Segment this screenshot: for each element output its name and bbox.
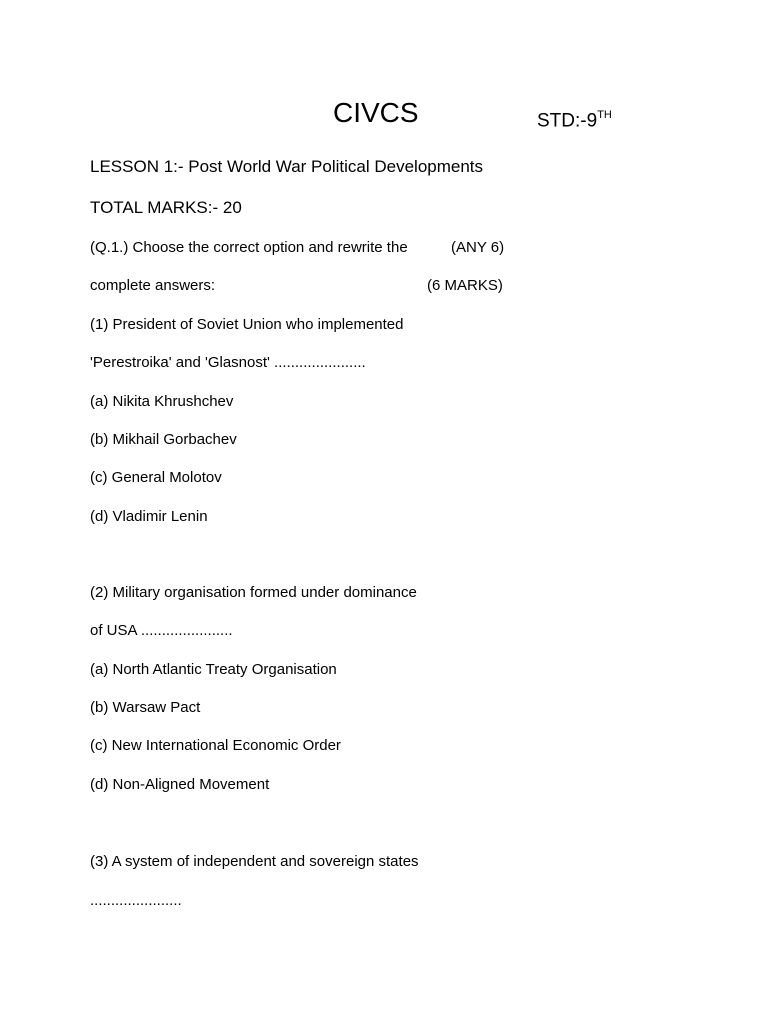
q1-any-count: (ANY 6): [451, 239, 505, 256]
question-1-option-b: (b) Mikhail Gorbachev: [90, 431, 237, 448]
question-2-option-d: (d) Non-Aligned Movement: [90, 776, 270, 793]
q1-instruction-line2: complete answers:: [90, 277, 216, 294]
q1-marks: (6 MARKS): [427, 277, 503, 294]
question-3-line2: ......................: [90, 892, 182, 909]
question-2-line1: (2) Military organisation formed under dominance: [90, 584, 417, 601]
standard-prefix: STD:-9: [537, 110, 598, 132]
question-2-option-b: (b) Warsaw Pact: [90, 699, 201, 716]
question-2-option-c: (c) New International Economic Order: [90, 737, 341, 754]
standard-label: [537, 104, 612, 133]
q1-instruction-line1: (Q.1.) Choose the correct option and rewrite the: [90, 239, 408, 256]
subject-title: CIVCS: [333, 97, 419, 128]
question-3-line1: (3) A system of independent and sovereign states: [90, 853, 419, 870]
standard-suffix: TH: [597, 109, 612, 121]
lesson-heading: LESSON 1:- Post World War Political Developments: [90, 157, 484, 176]
question-1-line2: 'Perestroika' and 'Glasnost' ......................: [90, 354, 366, 371]
question-2-line2: of USA ......................: [90, 622, 233, 639]
question-1-option-d: (d) Vladimir Lenin: [90, 508, 208, 525]
total-marks: TOTAL MARKS:- 20: [90, 198, 242, 217]
question-1-option-c: (c) General Molotov: [90, 469, 222, 486]
question-1-option-a: (a) Nikita Khrushchev: [90, 393, 234, 410]
question-2-option-a: (a) North Atlantic Treaty Organisation: [90, 661, 337, 678]
question-1-line1: (1) President of Soviet Union who implemented: [90, 316, 404, 333]
